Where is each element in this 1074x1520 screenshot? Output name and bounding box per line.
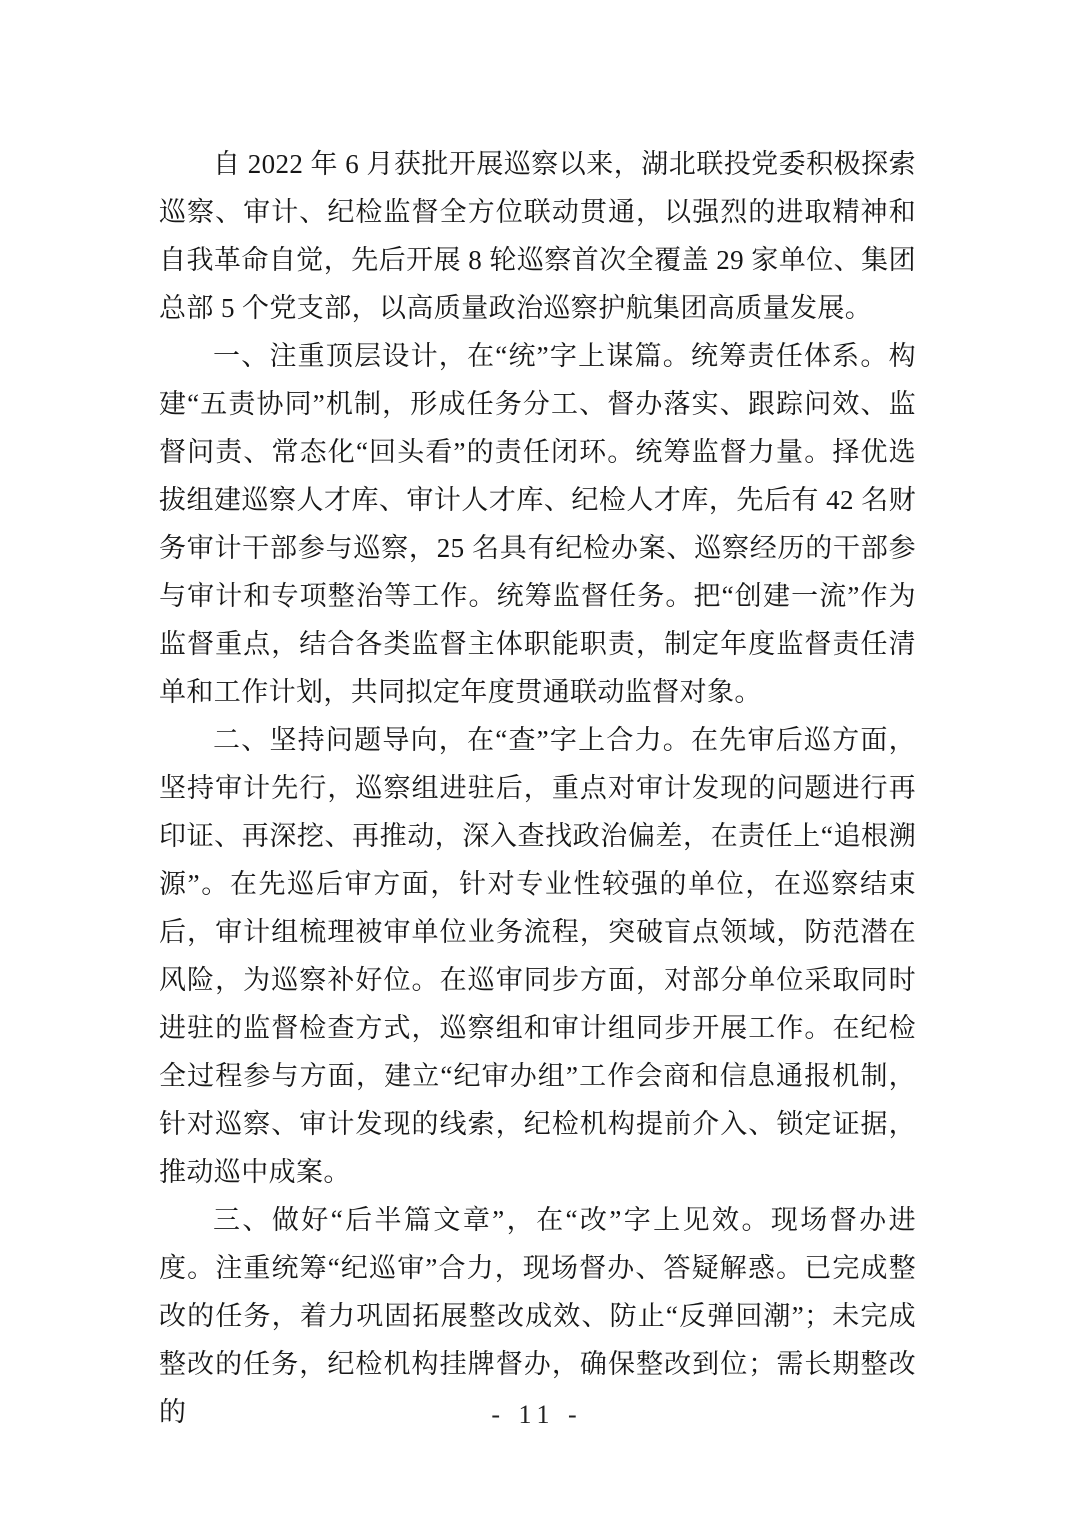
page-number: - 11 - bbox=[491, 1400, 583, 1429]
paragraph-intro: 自 2022 年 6 月获批开展巡察以来，湖北联投党委积极探索巡察、审计、纪检监督全方位联动贯通，以强烈的进取精神和自我革命自觉，先后开展 8 轮巡察首次全覆盖 29 家单位、集团总部 5 个党支部，以高质量政治巡察护航集团高质量发展。 bbox=[159, 149, 916, 323]
document-body bbox=[159, 140, 916, 1436]
paragraph-section-three: 三、做好“后半篇文章”，在“改”字上见效。现场督办进度。注重统筹“纪巡审”合力，现场督办、答疑解惑。已完成整改的任务，着力巩固拓展整改成效、防止“反弹回潮”；未完成整改的任务，纪检机构挂牌督办，确保整改到位；需长期整改的 bbox=[159, 1205, 916, 1427]
paragraph-section-one: 一、注重顶层设计，在“统”字上谋篇。统筹责任体系。构建“五责协同”机制，形成任务分工、督办落实、跟踪问效、监督问责、常态化“回头看”的责任闭环。统筹监督力量。择优选拔组建巡察人才库、审计人才库、纪检人才库，先后有 42 名财务审计干部参与巡察，25 名具有纪检办案、巡察经历的干部参与审计和专项整治等工作。统筹监督任务。把“创建一流”作为监督重点，结合各类监督主体职能职责，制定年度监督责任清单和工作计划，共同拟定年度贯通联动监督对象。 bbox=[159, 341, 916, 707]
page-footer bbox=[0, 1400, 1074, 1430]
paragraph-section-two: 二、坚持问题导向，在“查”字上合力。在先审后巡方面，坚持审计先行，巡察组进驻后，重点对审计发现的问题进行再印证、再深挖、再推动，深入查找政治偏差，在责任上“追根溯源”。在先巡后审方面，针对专业性较强的单位，在巡察结束后，审计组梳理被审单位业务流程，突破盲点领域，防范潜在风险，为巡察补好位。在巡审同步方面，对部分单位采取同时进驻的监督检查方式，巡察组和审计组同步开展工作。在纪检全过程参与方面，建立“纪审办组”工作会商和信息通报机制，针对巡察、审计发现的线索，纪检机构提前介入、锁定证据，推动巡中成案。 bbox=[159, 725, 916, 1187]
